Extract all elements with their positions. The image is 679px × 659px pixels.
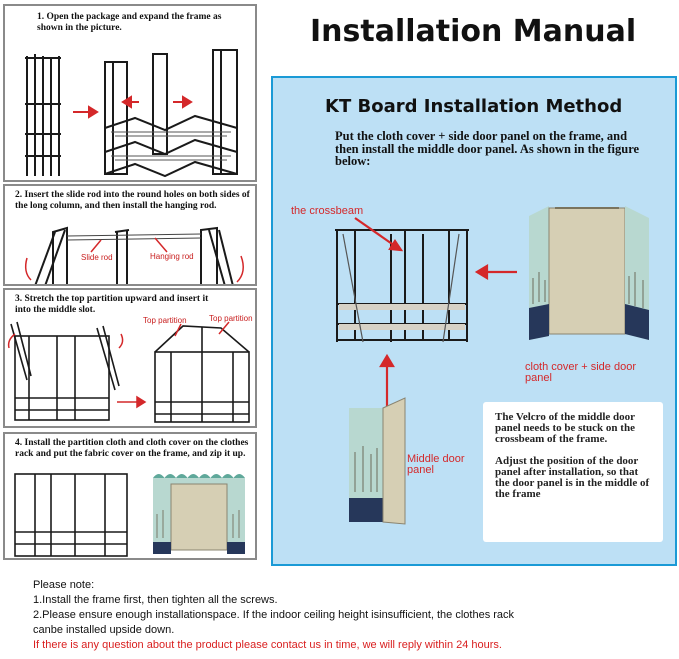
step-1-panel [3, 4, 257, 182]
top-partition-label-left: Top partition [143, 316, 187, 325]
velcro-note: The Velcro of the middle door panel needs to be stuck on the crossbeam of the frame. [495, 411, 635, 445]
crossbeam-label: the crossbeam [291, 205, 364, 217]
step-1-illustration [5, 6, 257, 182]
step-3-text: 3. Stretch the top partition upward and insert it into the middle slot. [15, 294, 209, 315]
slide-rod-label: Slide rod [81, 253, 113, 262]
step-2-panel [3, 184, 257, 286]
adjust-note: Adjust the position of the door panel after installation, so that the door panel is in the middle of the frame [495, 455, 650, 500]
kt-board-panel [271, 76, 677, 566]
step-2-text: 2. Insert the slide rod into the round holes on both sides of the long column, and then install the hanging rod. [15, 190, 250, 211]
hanging-rod-label: Hanging rod [150, 252, 194, 261]
step-3-illustration [5, 290, 257, 428]
note-item: 1.Install the frame first, then tighten all the screws. [33, 594, 278, 606]
step-4-text: 4. Install the partition cloth and cloth cover on the clothes rack and put the fabric cover on the frame, and zip it up. [15, 438, 249, 459]
cloth-cover-label: cloth cover + side door panel [525, 361, 636, 384]
middle-door-label: Middle door panel [407, 453, 465, 476]
notes-section [33, 578, 514, 653]
step-4-panel [3, 432, 257, 560]
step-4-illustration [5, 434, 257, 560]
kt-board-title: KT Board Installation Method [325, 96, 623, 117]
note-item: 2.Please ensure enough installationspace. If the indoor ceiling height isinsufficient, the clothes rack [33, 609, 515, 621]
step-1-text: 1. Open the package and expand the frame as shown in the picture. [37, 12, 222, 33]
contact-note: If there is any question about the product please contact us in time, we will reply within 24 hours. [33, 639, 502, 651]
kt-board-intro: Put the cloth cover + side door panel on the frame, and then install the middle door panel. As shown in the figure below: [335, 129, 640, 168]
notes-heading: Please note: [33, 579, 95, 591]
velcro-note-box [483, 402, 663, 542]
page-title: Installation Manual [310, 14, 637, 49]
step-2-illustration [5, 186, 257, 286]
step-3-panel [3, 288, 257, 428]
note-item: canbe installed upside down. [33, 624, 175, 636]
top-partition-label-right: Top partition [209, 314, 253, 323]
